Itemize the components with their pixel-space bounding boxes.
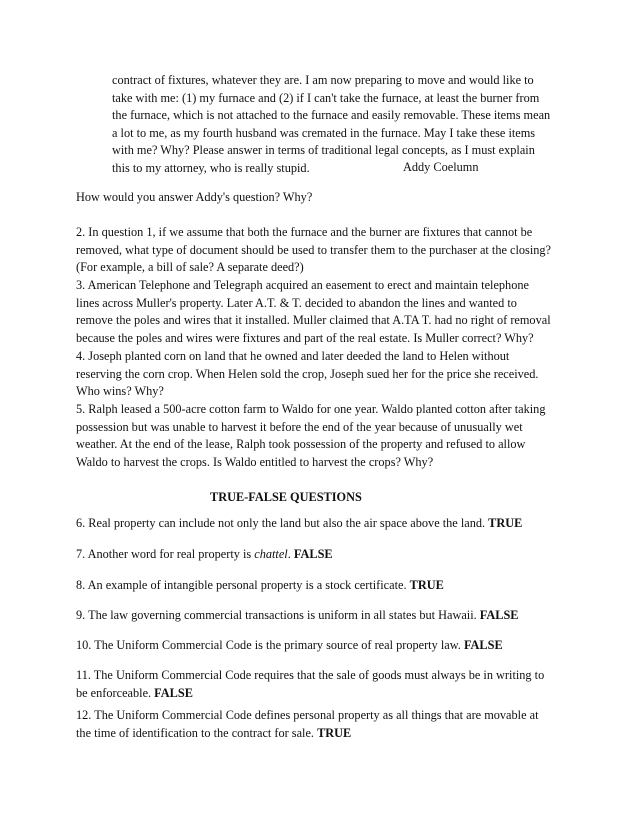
- question-line: 5. Ralph leased a 500-acre cotton farm to Waldo for one year. Waldo planted cotton after taking: [76, 402, 546, 416]
- answer-label: FALSE: [293, 547, 333, 561]
- answer-label: FALSE: [154, 685, 193, 700]
- question-4: [76, 348, 576, 401]
- question-text: be enforceable.: [76, 685, 155, 700]
- answer-label: TRUE: [409, 578, 444, 592]
- question-text: .: [287, 547, 294, 561]
- question-12: [76, 707, 576, 742]
- quote-line: contract of fixtures, whatever they are. I am now preparing to move and would like to: [112, 73, 534, 87]
- question-text: 8. An example of intangible personal property is a stock certificate.: [76, 578, 410, 592]
- question-6: [76, 515, 576, 533]
- question-line: weather. At the end of the lease, Ralph took possession of the property and refused to allow: [76, 437, 526, 452]
- question-addy: [76, 189, 576, 207]
- question-2: [76, 224, 576, 277]
- answer-label: TRUE: [317, 725, 352, 740]
- answer-label: FALSE: [463, 638, 503, 652]
- question-8: [76, 577, 576, 595]
- quote-line: with me? Why? Please answer in terms of traditional legal concepts, as I must explain: [112, 143, 535, 158]
- question-line: How would you answer Addy's question? Why?: [76, 190, 313, 204]
- question-emphasis: chattel: [254, 547, 288, 561]
- question-line: reserving the corn crop. When Helen sold the crop, Joseph sued her for the price she received.: [76, 366, 539, 381]
- question-3: [76, 277, 576, 347]
- question-line: 2. In question 1, if we assume that both the furnace and the burner are fixtures that cannot be: [76, 225, 533, 239]
- question-line: possession but was unable to harvest it before the end of the year because of unusually wet: [76, 419, 523, 434]
- question-text: 7. Another word for real property is: [76, 547, 255, 561]
- quote-line: this to my attorney, who is really stupid.: [112, 160, 310, 175]
- question-line: lines across Muller's property. Later A.T. & T. decided to abandon the lines and wanted to: [76, 295, 517, 310]
- quote-line: a lot to me, as my fourth husband was cremated in the furnace. May I take these items: [112, 125, 536, 140]
- question-line: 3. American Telephone and Telegraph acquired an easement to erect and maintain telephone: [76, 278, 529, 292]
- question-line: because the poles and wires were fixtures and part of the real estate. Is Muller correct? Why?: [76, 330, 534, 345]
- question-line: removed, what type of document should be used to transfer them to the purchaser at the closing?: [76, 242, 551, 257]
- question-text: 9. The law governing commercial transactions is uniform in all states but Hawaii.: [76, 608, 480, 622]
- quote-line: take with me: (1) my furnace and (2) if I can't take the furnace, at least the burner from: [112, 90, 540, 105]
- question-line: Who wins? Why?: [76, 384, 164, 399]
- question-9: [76, 607, 576, 625]
- answer-label: FALSE: [479, 608, 519, 622]
- question-text: the time of identification to the contract for sale.: [76, 725, 318, 740]
- quote-line: the furnace, which is not attached to the furnace and easily removable. These items mean: [112, 108, 551, 123]
- question-7: [76, 546, 576, 564]
- question-text: 6. Real property can include not only the land but also the air space above the land.: [76, 516, 489, 530]
- question-line: 12. The Uniform Commercial Code defines personal property as all things that are movable at: [76, 708, 539, 722]
- quoted-letter: [112, 72, 582, 178]
- true-false-heading: TRUE-FALSE QUESTIONS: [210, 490, 362, 504]
- question-10: [76, 637, 576, 655]
- question-line: remove the poles and wires that it installed. Muller claimed that A.TA T. had no right of removal: [76, 313, 551, 328]
- question-line: 4. Joseph planted corn on land that he owned and later deeded the land to Helen without: [76, 349, 510, 363]
- question-text: 10. The Uniform Commercial Code is the primary source of real property law.: [76, 638, 464, 652]
- question-5: [76, 401, 576, 471]
- question-line: 11. The Uniform Commercial Code requires that the sale of goods must always be in writing to: [76, 668, 545, 682]
- question-line: Waldo to harvest the crops. Is Waldo entitled to harvest the crops? Why?: [76, 454, 434, 469]
- question-line: (For example, a bill of sale? A separate deed?): [76, 260, 304, 275]
- answer-label: TRUE: [488, 516, 523, 530]
- letter-signature: Addy Coelumn: [403, 160, 479, 174]
- question-11: [76, 667, 576, 702]
